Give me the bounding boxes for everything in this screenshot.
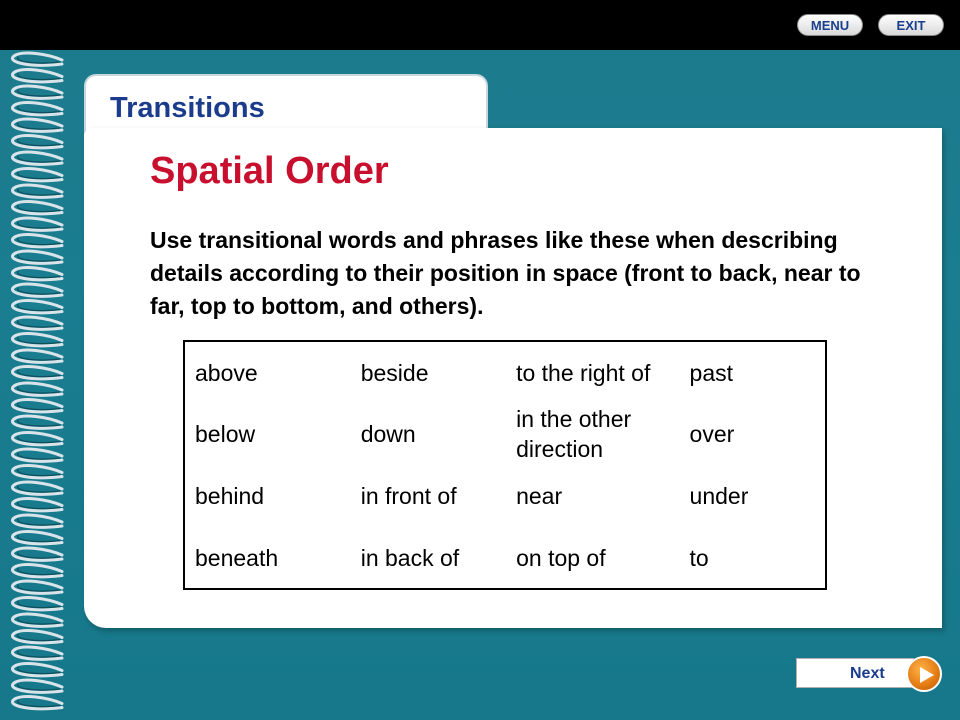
table-cell: under xyxy=(689,483,749,509)
transition-words-table xyxy=(183,340,827,590)
table-cell: to the right of xyxy=(516,359,651,386)
play-arrow-shape xyxy=(918,667,934,683)
table-cell: in front of xyxy=(360,483,457,509)
spiral-rings xyxy=(12,53,62,709)
table-cell: over xyxy=(689,421,735,447)
next-button-label: Next xyxy=(850,665,885,682)
table-cell: behind xyxy=(195,483,265,509)
spiral-binding-icon xyxy=(0,50,70,720)
table-cell: on top of xyxy=(516,544,606,571)
table-row xyxy=(184,465,826,527)
table-row xyxy=(184,341,826,403)
table-cell: in the other direction xyxy=(516,406,632,462)
tab-title: Transitions xyxy=(110,92,265,124)
table-cell: above xyxy=(195,359,258,386)
table-cell: in back of xyxy=(360,544,460,571)
menu-button[interactable]: MENU xyxy=(797,14,863,36)
table-cell: to xyxy=(689,544,709,571)
page-title: Spatial Order xyxy=(150,150,389,192)
table-cell: beneath xyxy=(195,544,279,571)
exit-button[interactable]: EXIT xyxy=(878,14,944,36)
table-cell: down xyxy=(360,421,416,447)
table-row xyxy=(184,403,826,465)
intro-text: Use transitional words and phrases like these when describing details according to their position in space (front to back, near to far, top to bottom, and others). xyxy=(150,227,861,319)
table-cell: below xyxy=(195,421,256,447)
next-button[interactable] xyxy=(796,656,924,692)
play-arrow-icon xyxy=(906,656,942,692)
table-row xyxy=(184,527,826,589)
top-bar xyxy=(0,0,960,50)
table-cell: beside xyxy=(360,359,429,386)
table-cell: past xyxy=(689,359,734,386)
table-cell: near xyxy=(516,483,563,509)
